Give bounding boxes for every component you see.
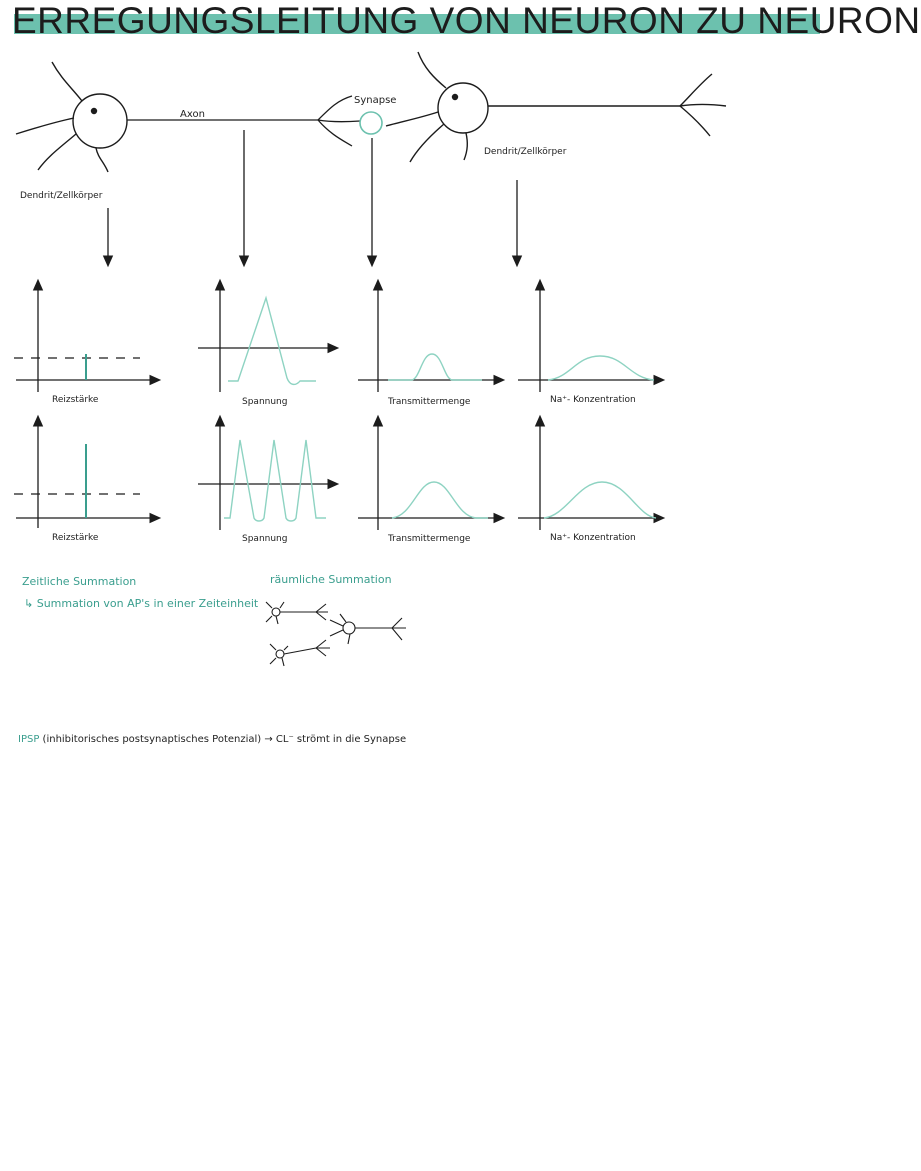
right-nucleus bbox=[453, 95, 458, 100]
right-soma bbox=[438, 83, 488, 133]
zeitliche-summation-title: Zeitliche Summation bbox=[22, 575, 137, 588]
raeumliche-summation-title: räumliche Summation bbox=[270, 573, 392, 586]
synapse-circle bbox=[360, 112, 382, 134]
graph-na-2 bbox=[518, 420, 660, 530]
down-arrows bbox=[108, 130, 517, 262]
dendrite-left-label: Dendrit/Zellkörper bbox=[20, 191, 103, 201]
left-neuron bbox=[16, 62, 127, 172]
synapse-label: Synapse bbox=[354, 95, 397, 106]
row2-label-4: Na⁺- Konzentration bbox=[550, 533, 636, 543]
graph-spannung-1 bbox=[198, 284, 334, 392]
left-nucleus bbox=[92, 109, 97, 114]
ipsp-prefix: IPSP bbox=[18, 734, 40, 745]
graph-reizstaerke-1 bbox=[14, 284, 156, 392]
row1-label-1: Reizstärke bbox=[52, 395, 99, 405]
row2-label-1: Reizstärke bbox=[52, 533, 99, 543]
ipsp-line bbox=[18, 734, 406, 745]
page-title: ERREGUNGSLEITUNG VON NEURON ZU NEURON bbox=[12, 0, 921, 41]
row1-label-4: Na⁺- Konzentration bbox=[550, 395, 636, 405]
graph-na-1 bbox=[518, 284, 660, 392]
right-neuron bbox=[386, 52, 726, 162]
row2-label-2: Spannung bbox=[242, 534, 288, 544]
row1-label-3: Transmittermenge bbox=[388, 397, 471, 407]
graph-reizstaerke-2 bbox=[14, 420, 156, 528]
graph-transmitter-2 bbox=[358, 420, 500, 530]
spatial-summation-sketch bbox=[266, 602, 406, 666]
graph-transmitter-1 bbox=[358, 284, 500, 392]
row2-label-3: Transmittermenge bbox=[388, 534, 471, 544]
row1-label-2: Spannung bbox=[242, 397, 288, 407]
axon-label: Axon bbox=[180, 109, 205, 120]
zeitliche-summation-sub: ↳ Summation von AP's in einer Zeiteinheit bbox=[24, 597, 259, 610]
graph-spannung-2 bbox=[198, 420, 334, 530]
left-soma bbox=[73, 94, 127, 148]
dendrite-right-label: Dendrit/Zellkörper bbox=[484, 147, 567, 157]
ipsp-text: (inhibitorisches postsynaptisches Potenzial) → CL⁻ strömt in die Synapse bbox=[42, 734, 407, 745]
